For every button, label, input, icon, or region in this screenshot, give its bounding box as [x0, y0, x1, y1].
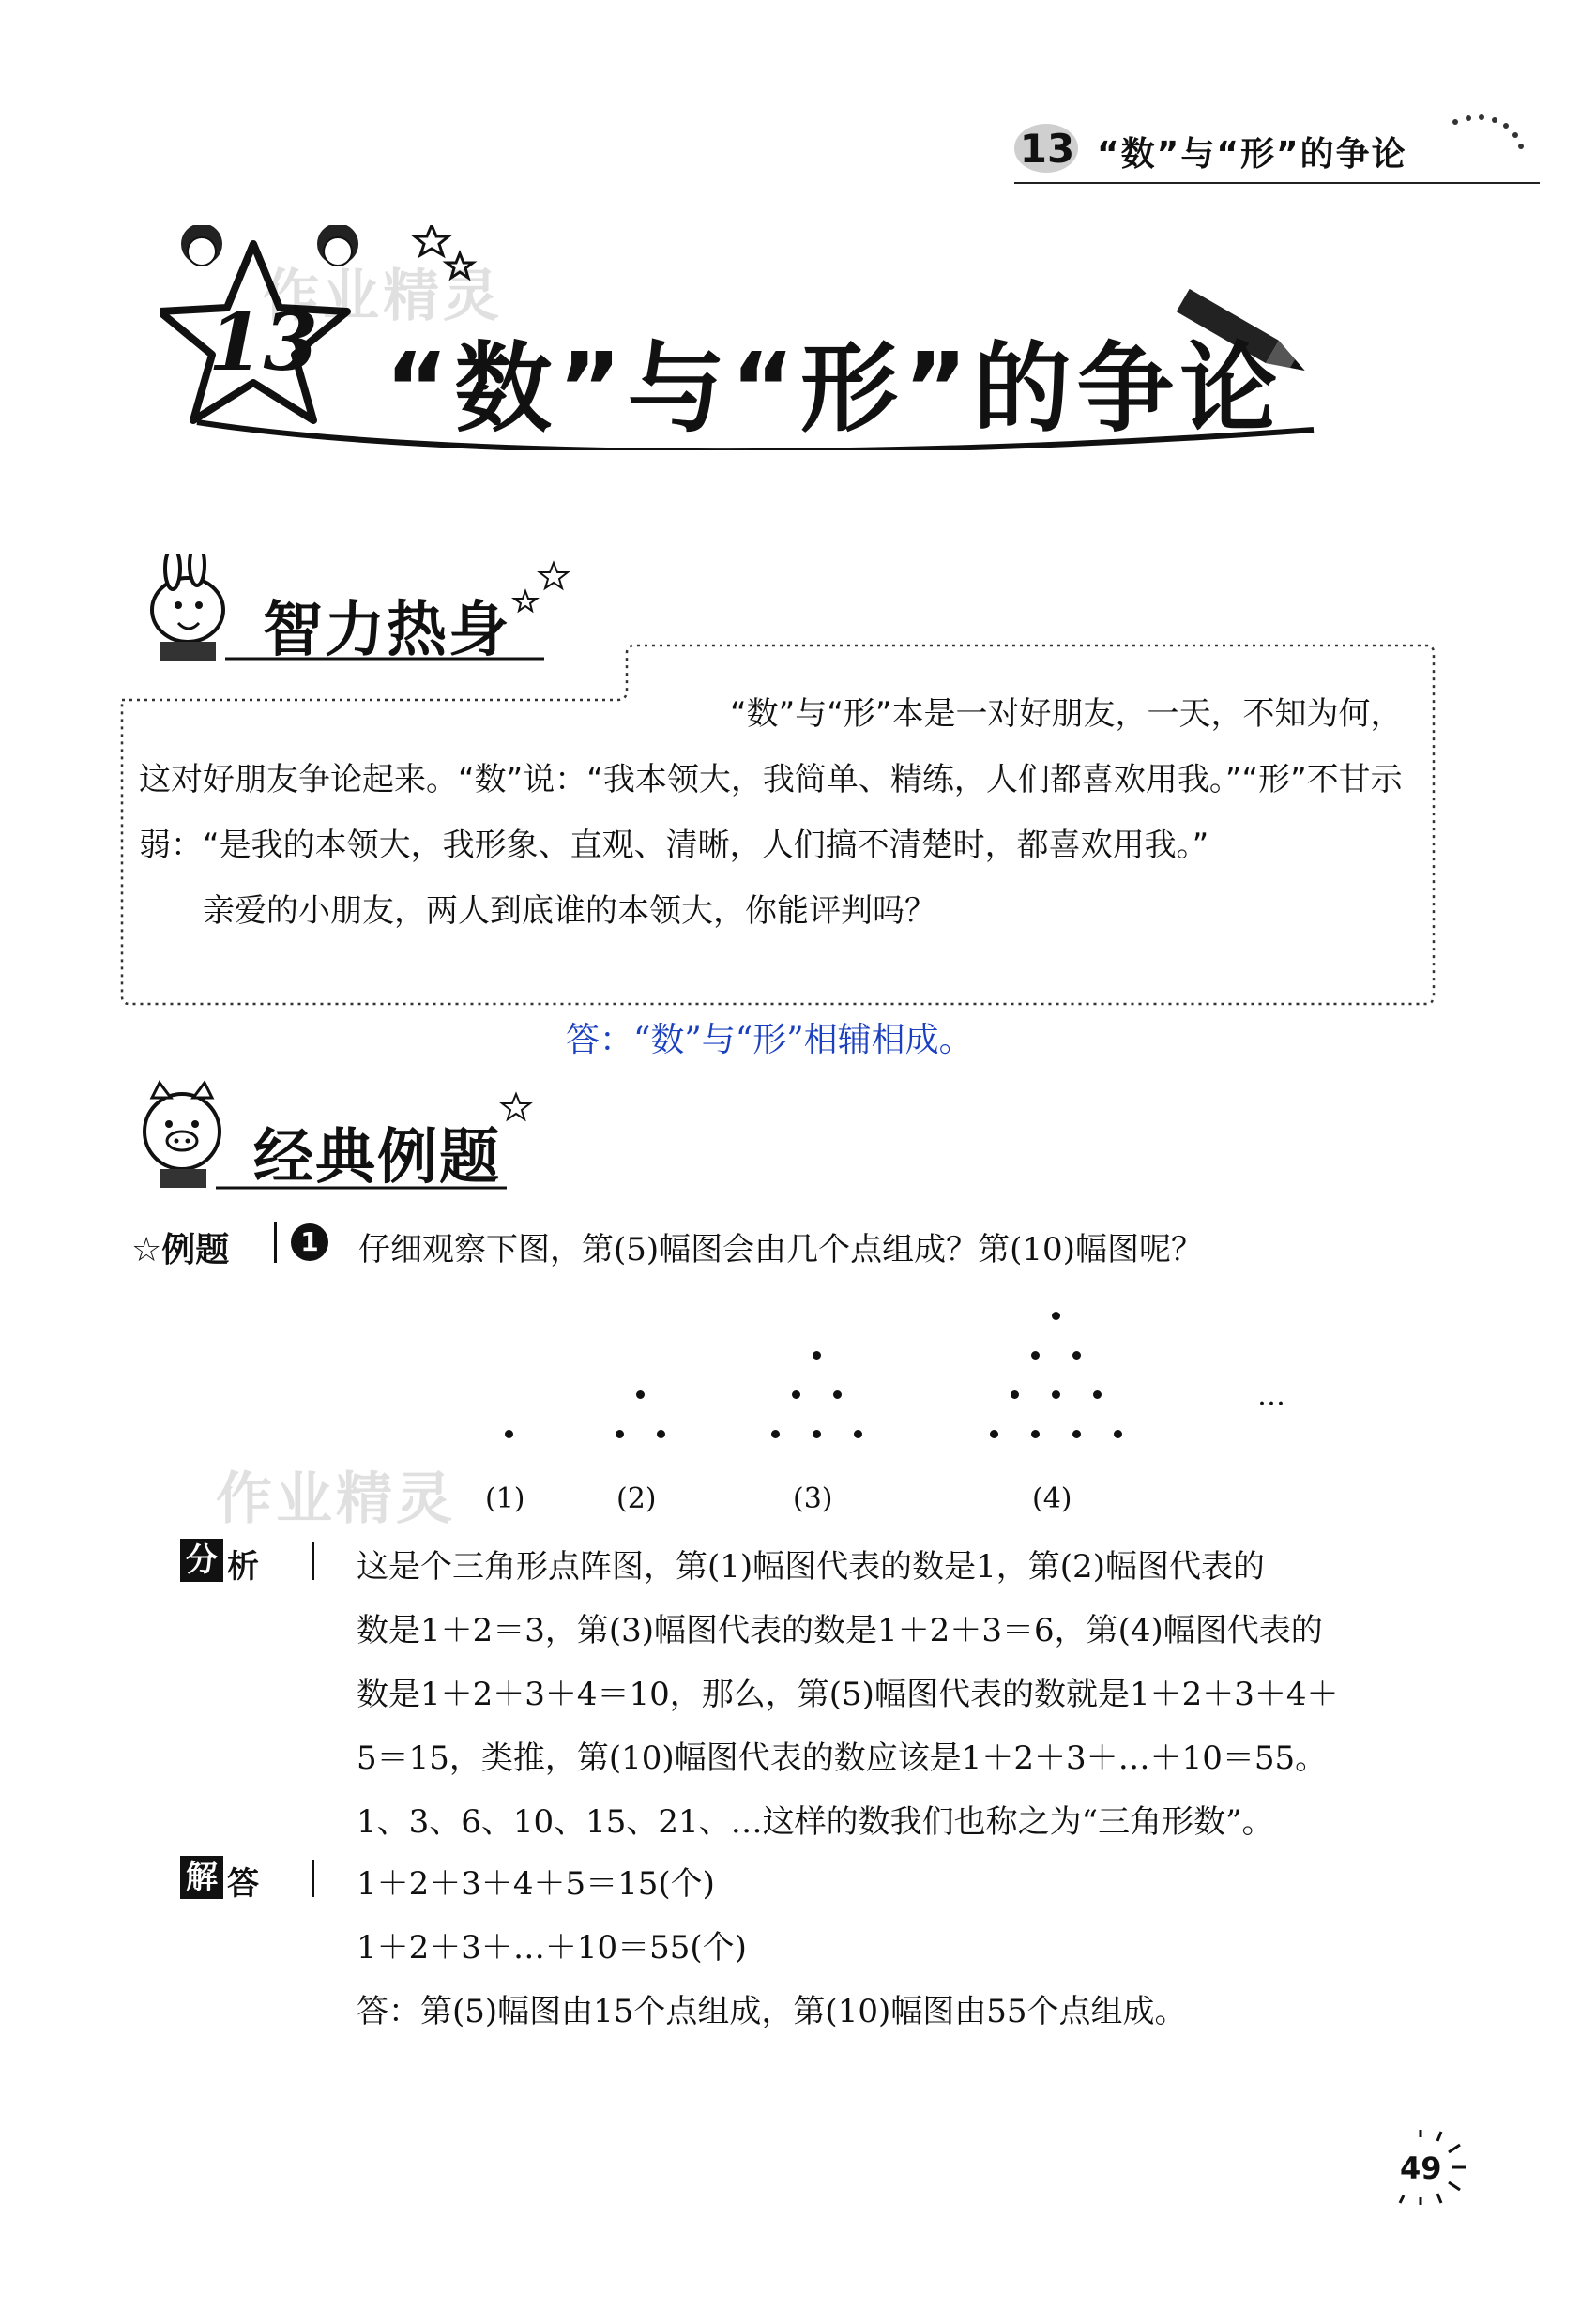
figure-dot — [854, 1430, 862, 1438]
figure-dot — [1093, 1390, 1102, 1399]
warm-up-paragraph-2: 亲爱的小朋友，两人到底谁的本领大，你能评判吗？ — [203, 892, 936, 930]
classic-examples-heading — [131, 1079, 544, 1192]
figure-dot — [616, 1430, 624, 1438]
figure-label: (1) — [485, 1482, 525, 1515]
example-1-row — [131, 1218, 1464, 1274]
figure-dot — [813, 1430, 821, 1438]
figure-ellipsis: … — [1257, 1379, 1285, 1412]
solution-tag — [180, 1856, 330, 1903]
analysis-tag-bar — [312, 1542, 314, 1580]
figure-dot — [1031, 1351, 1040, 1360]
page-number: 49 — [1400, 2150, 1442, 2186]
solution-tag-bar — [312, 1860, 314, 1897]
solution-tag-first: 解 — [180, 1856, 223, 1899]
analysis-line: 数是1＋2＋3＋4＝10，那么，第(5)幅图代表的数就是1＋2＋3＋4＋ — [357, 1676, 1339, 1713]
figure-dot — [1114, 1430, 1122, 1438]
figure-dot — [1052, 1312, 1060, 1320]
running-header-number: 13 — [1019, 126, 1075, 172]
figure-dot — [1072, 1430, 1081, 1438]
analysis-line: 这是个三角形点阵图，第(1)幅图代表的数是1，第(2)幅图代表的 — [357, 1548, 1265, 1586]
analysis-line: 5＝15，类推，第(10)幅图代表的数应该是1＋2＋3＋…＋10＝55。 — [357, 1739, 1328, 1777]
solution-line: 1＋2＋3＋4＋5＝15(个) — [357, 1865, 715, 1903]
example-question: 仔细观察下图，第(5)幅图会由几个点组成？第(10)幅图呢？ — [358, 1231, 1203, 1268]
figure-dot — [833, 1390, 842, 1399]
page-number-badge — [1379, 2130, 1473, 2205]
running-header — [1014, 111, 1540, 186]
chapter-number: 13 — [208, 296, 318, 388]
analysis-text — [357, 1535, 1426, 1854]
figure-dot — [1052, 1390, 1060, 1399]
solution-line: 1＋2＋3＋…＋10＝55(个) — [357, 1929, 747, 1967]
figure-dot — [636, 1390, 645, 1399]
warm-up-paragraph-1: “数”与“形”本是一对好朋友，一天，不知为何，这对好朋友争论起来。“数”说：“我本领大，我简单、精练，人们都喜欢用我。”“形”不甘示弱：“是我的本领大，我形象、直观、清晰，人们搞不清楚时，都喜欢用我。” — [139, 695, 1403, 864]
example-separator — [274, 1222, 277, 1263]
chapter-title: “数”与“形”的争论 — [385, 331, 1284, 446]
figure-dot — [990, 1430, 998, 1438]
example-number: 1 — [291, 1223, 328, 1261]
analysis-tag-rest: 析 — [227, 1548, 259, 1586]
running-header-title: “数”与“形”的争论 — [1097, 135, 1407, 174]
watermark-top: 作业精灵 — [263, 264, 503, 329]
watermark-middle: 作业精灵 — [216, 1466, 456, 1532]
figure-dot — [792, 1390, 800, 1399]
decorative-dots-icon — [1446, 111, 1530, 176]
triangular-dot-figure — [469, 1276, 1314, 1539]
figure-dot — [813, 1351, 821, 1360]
figure-dot — [1011, 1390, 1019, 1399]
figure-dot — [1072, 1351, 1081, 1360]
figure-dot — [1031, 1430, 1040, 1438]
warm-up-box — [120, 644, 1436, 1006]
handwritten-answer: 答：“数”与“形”相辅相成。 — [566, 1021, 973, 1059]
analysis-line: 数是1＋2＝3，第(3)幅图代表的数是1＋2＋3＝6，第(4)幅图代表的 — [357, 1612, 1323, 1649]
figure-label: (3) — [793, 1482, 833, 1515]
figure-dot — [505, 1430, 513, 1438]
figure-label: (4) — [1032, 1482, 1072, 1515]
figure-label: (2) — [616, 1482, 657, 1515]
example-label: ☆例题 — [131, 1231, 230, 1269]
figure-dot — [771, 1430, 780, 1438]
figure-dot — [657, 1430, 665, 1438]
solution-line: 答：第(5)幅图由15个点组成，第(10)幅图由55个点组成。 — [357, 1993, 1187, 2030]
header-rule — [1014, 182, 1540, 184]
warm-up-title: 智力热身 — [263, 596, 510, 665]
warm-up-text — [139, 681, 1424, 944]
classic-examples-title: 经典例题 — [253, 1123, 501, 1192]
analysis-tag — [180, 1539, 330, 1586]
solution-tag-rest: 答 — [227, 1865, 259, 1903]
example-label-text: 例题 — [161, 1231, 230, 1269]
solution-text — [357, 1852, 1426, 2043]
analysis-line: 1、3、6、10、15、21、…这样的数我们也称之为“三角形数”。 — [357, 1803, 1274, 1841]
analysis-tag-first: 分 — [180, 1539, 223, 1582]
